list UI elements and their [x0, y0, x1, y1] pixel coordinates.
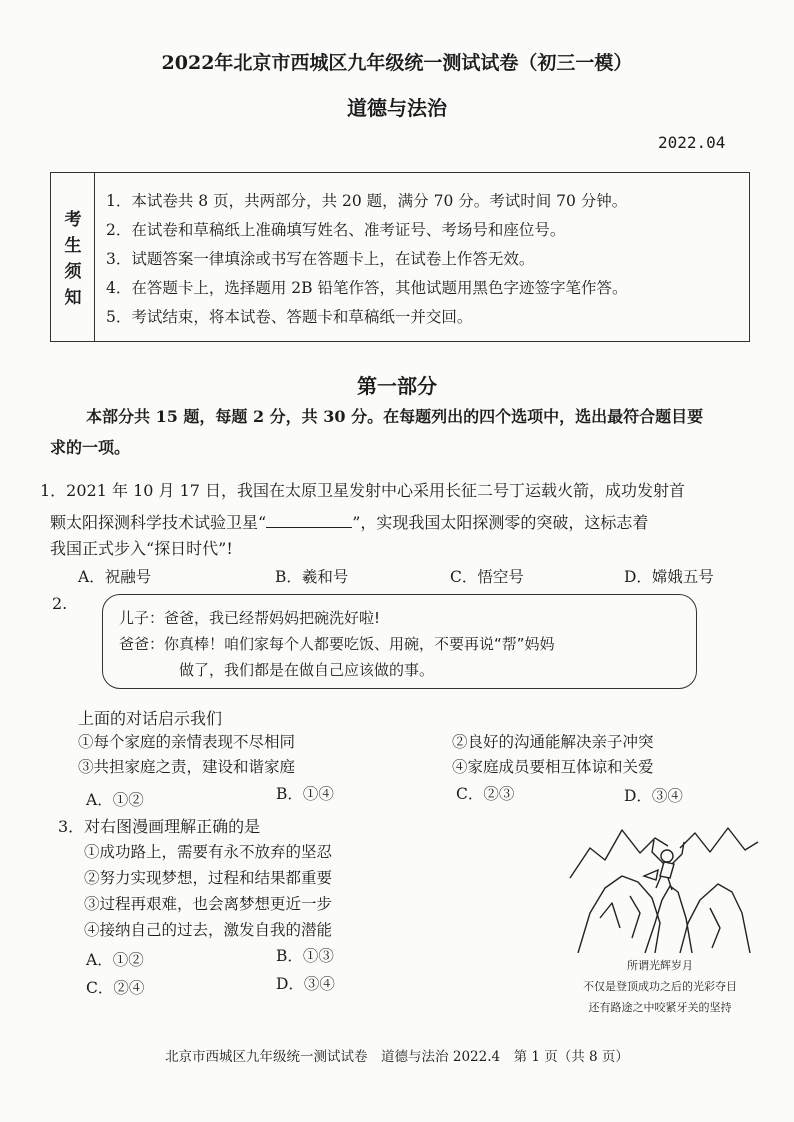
- notice-label-char: 须: [64, 262, 82, 282]
- q2-number: 2.: [52, 594, 68, 613]
- cartoon-caption-line: 所谓光辉岁月: [627, 959, 693, 972]
- q2-option-b: B．①④: [276, 785, 334, 803]
- notice-item: 3．试题答案一律填涂或书写在答题卡上，在试卷上作答无效。: [106, 250, 535, 268]
- dialog-line: 儿子：爸爸，我已经帮妈妈把碗洗好啦!: [119, 609, 381, 627]
- q2-stem: 上面的对话启示我们: [78, 709, 223, 728]
- q1-option-a: A．祝融号: [78, 568, 152, 586]
- q2-option-c: C．②③: [456, 785, 515, 803]
- q2-item: ②良好的沟通能解决亲子冲突: [452, 733, 654, 751]
- notice-label-char: 生: [64, 236, 82, 256]
- q3-item: ③过程再艰难，也会离梦想更近一步: [84, 895, 333, 913]
- q2-item: ④家庭成员要相互体谅和关爱: [452, 758, 654, 776]
- dialog-line: 爸爸：你真棒！咱们家每个人都要吃饭、用碗，不要再说“帮”妈妈: [119, 635, 555, 653]
- q1-line2-pre: 颗太阳探测科学技术试验卫星“: [50, 513, 267, 532]
- cartoon-caption-line: 不仅是登顶成功之后的光彩夺目: [583, 980, 737, 993]
- q2-option-d: D．③④: [624, 787, 683, 805]
- notice-label-char: 考: [64, 210, 82, 230]
- part-intro-line1: 本部分共 15 题，每题 2 分，共 30 分。在每题列出的四个选项中，选出最符合题目要: [86, 407, 704, 426]
- q2-option-a: A．①②: [86, 791, 144, 809]
- page-footer: 北京市西城区九年级统一测试试卷 道德与法治 2022.4 第 1 页（共 8 页）: [165, 1049, 629, 1065]
- q2-item: ③共担家庭之责，建设和谐家庭: [78, 758, 296, 776]
- part-intro-line2: 求的一项。: [50, 438, 131, 457]
- q1-line1: 1．2021 年 10 月 17 日，我国在太原卫星发射中心采用长征二号丁运载火箭，成功发射首: [40, 481, 686, 500]
- q1-option-b: B．羲和号: [275, 568, 349, 586]
- exam-title: 2022年北京市西城区九年级统一测试试卷（初三一模）: [161, 52, 633, 74]
- notice-item: 5．考试结束，将本试卷、答题卡和草稿纸一并交回。: [106, 308, 473, 326]
- notice-item: 1．本试卷共 8 页，共两部分，共 20 题，满分 70 分。考试时间 70 分钟。: [106, 192, 628, 210]
- q3-option-c: C．②④: [86, 979, 145, 997]
- q3-option-b: B．①③: [276, 947, 334, 965]
- q1-line2: [50, 510, 648, 533]
- subject-title: 道德与法治: [347, 96, 447, 120]
- q3-item: ④接纳自己的过去，激发自我的潜能: [84, 921, 333, 939]
- notice-label-char: 知: [64, 288, 82, 308]
- q1-line3: 我国正式步入“探日时代”!: [50, 539, 233, 558]
- q1-line2-post: ”，实现我国太阳探测零的突破，这标志着: [352, 513, 649, 532]
- dialog-line: 做了，我们都是在做自己应该做的事。: [179, 661, 435, 679]
- q3-stem: 3．对右图漫画理解正确的是: [58, 817, 261, 836]
- q3-option-a: A．①②: [86, 951, 144, 969]
- notice-item: 2．在试卷和草稿纸上准确填写姓名、准考证号、考场号和座位号。: [106, 221, 566, 239]
- exam-notice-box: [50, 172, 750, 342]
- answer-blank: [266, 513, 352, 528]
- cartoon-caption-line: 还有路途之中咬紧牙关的坚持: [588, 1001, 732, 1014]
- q1-option-c: C．悟空号: [450, 568, 524, 586]
- q3-item: ②努力实现梦想，过程和结果都重要: [84, 869, 333, 887]
- q1-option-d: D．嫦娥五号: [624, 568, 714, 586]
- q3-option-d: D．③④: [276, 975, 335, 993]
- q3-item: ①成功路上，需要有永不放弃的坚忍: [84, 843, 333, 861]
- mountain-climber-illustration: [560, 818, 760, 953]
- notice-label: [51, 173, 95, 341]
- notice-list: [106, 187, 627, 332]
- part-title: 第一部分: [357, 374, 437, 398]
- exam-date: 2022.04: [658, 133, 726, 152]
- q2-item: ①每个家庭的亲情表现不尽相同: [78, 733, 296, 751]
- notice-item: 4．在答题卡上，选择题用 2B 铅笔作答，其他试题用黑色字迹签字笔作答。: [106, 279, 628, 297]
- dialog-bubble: [102, 594, 697, 689]
